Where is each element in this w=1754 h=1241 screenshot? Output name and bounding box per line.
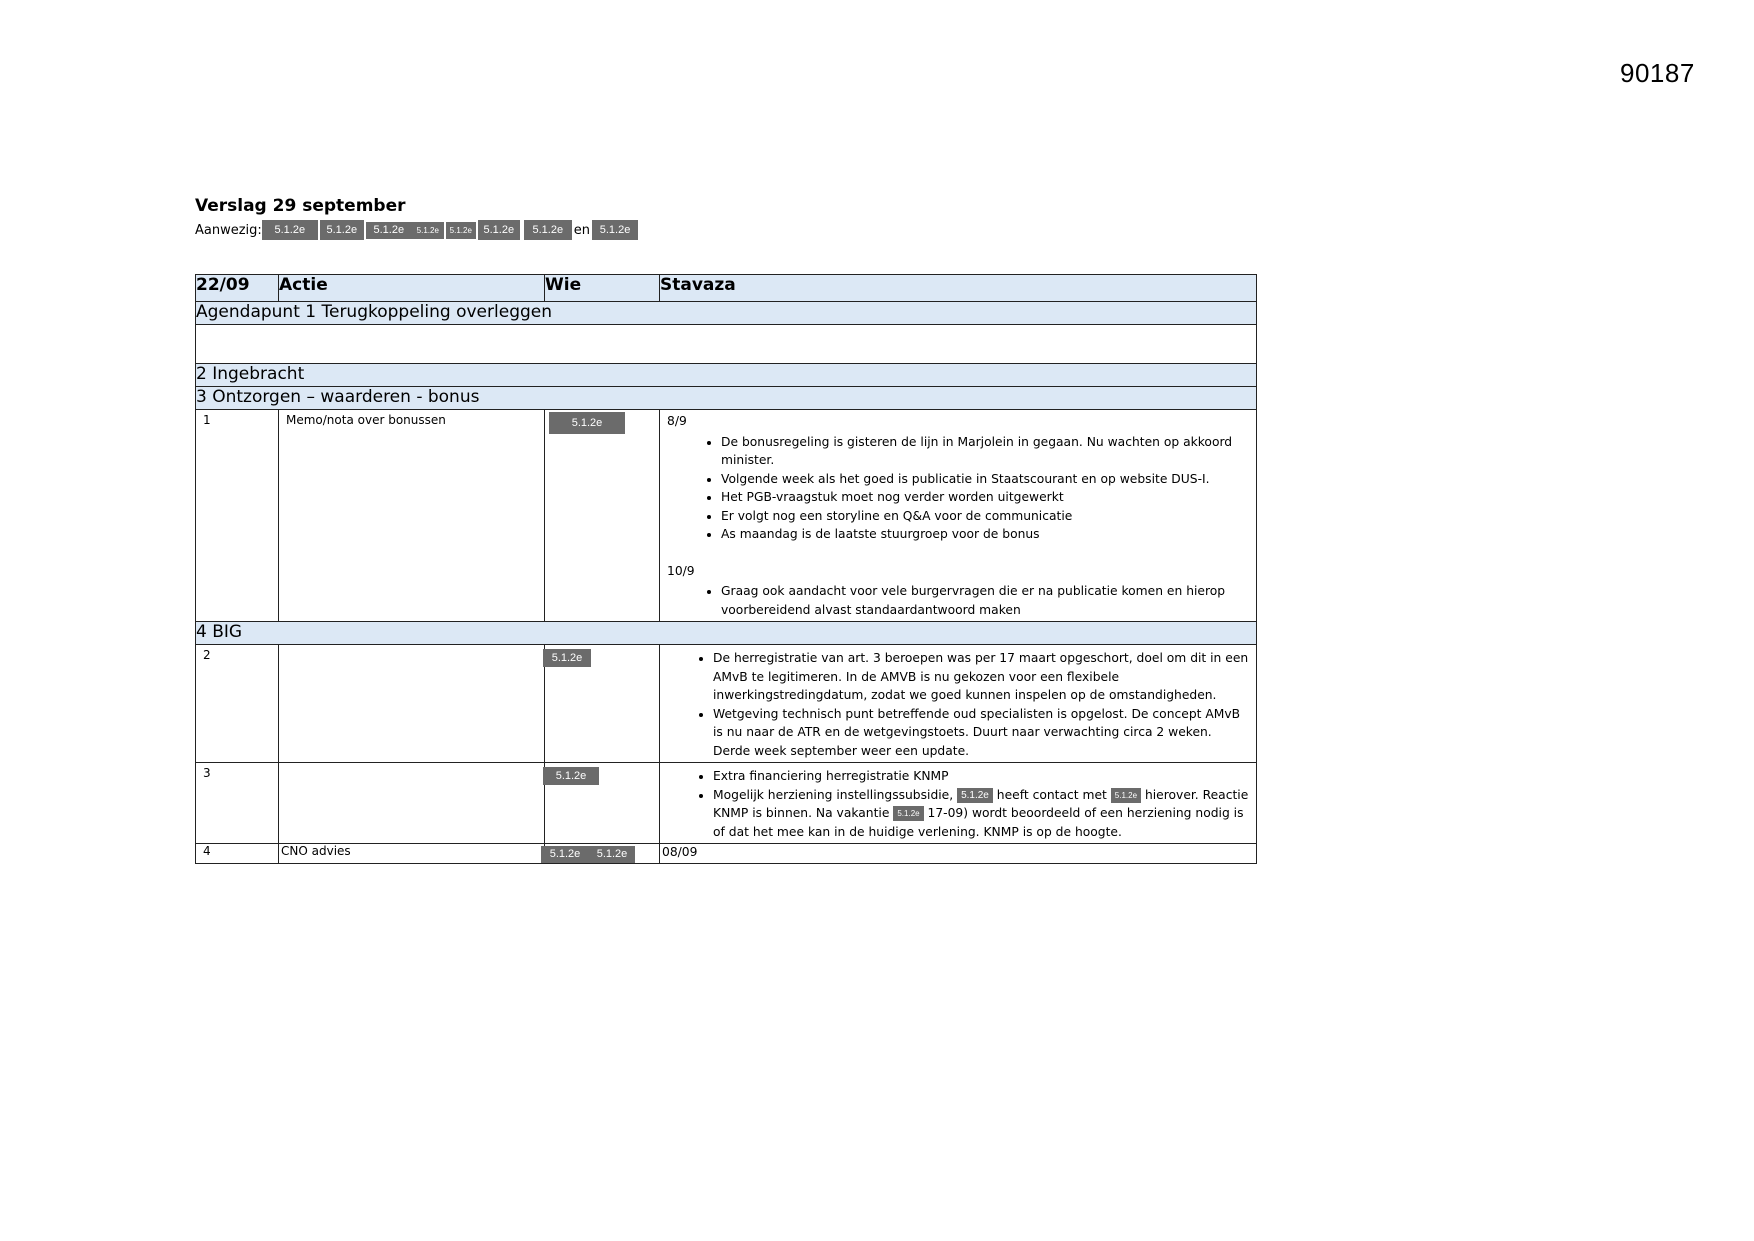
redaction-block: 5.1.2e: [957, 788, 993, 803]
attendees-label: Aanwezig:: [195, 222, 262, 238]
header-action: Actie: [279, 275, 545, 302]
row-action: [279, 763, 545, 844]
attendees-line: [195, 220, 638, 240]
row-who: [545, 844, 660, 864]
action-table: [195, 274, 1257, 864]
row-status: [660, 763, 1257, 844]
redaction-block: 5.1.2e: [478, 220, 520, 240]
status-text: Mogelijk herziening instellingssubsidie,: [713, 787, 954, 802]
status-text: 17-09) wordt beoordeeld of een herziening nodig is of dat het mee kan in de huidige verlening. KNMP is op de hoogte.: [713, 806, 1244, 839]
redaction-block: 5.1.2e: [1111, 788, 1141, 803]
table-row: [196, 844, 1257, 864]
table-row: [196, 645, 1257, 763]
redaction-block: 5.1.2e: [524, 220, 572, 240]
redaction-block: 5.1.2e: [592, 220, 638, 240]
redaction-block: 5.1.2e: [262, 220, 318, 240]
header-status: Stavaza: [660, 275, 1257, 302]
document-number: 90187: [1620, 58, 1695, 88]
redaction-block: 5.1.2e: [541, 846, 589, 863]
section-row: [196, 364, 1257, 387]
status-list: [667, 767, 1249, 841]
redaction-block: 5.1.2e: [412, 222, 444, 239]
list-item: • Het PGB-vraagstuk moet nog verder worden uitgewerkt: [721, 488, 1249, 507]
row-who: [545, 410, 660, 622]
status-list: [667, 582, 1249, 619]
table-row: [196, 410, 1257, 622]
header-who: Wie: [545, 275, 660, 302]
row-number: 3: [196, 763, 279, 844]
row-action: CNO advies: [279, 844, 545, 864]
empty-cell: [196, 325, 1257, 364]
header-date: 22/09: [196, 275, 279, 302]
report-title: Verslag 29 september: [195, 196, 406, 216]
section-title: 2 Ingebracht: [196, 364, 1257, 387]
redaction-block: 5.1.2e: [320, 220, 364, 240]
redaction-block: 5.1.2e: [893, 806, 923, 821]
attendees-conjunction: en: [573, 222, 591, 238]
row-number: 2: [196, 645, 279, 763]
status-list: [667, 433, 1249, 544]
row-action: Memo/nota over bonussen: [279, 410, 545, 622]
list-item: • As maandag is de laatste stuurgroep voor de bonus: [721, 525, 1249, 544]
status-text: hierover. Reactie KNMP is binnen. Na vakantie: [713, 787, 1249, 820]
list-item: • Volgende week als het goed is publicatie in Staatscourant en op website DUS-I.: [721, 470, 1249, 489]
section-row: [196, 387, 1257, 410]
row-status: [660, 645, 1257, 763]
row-number: 1: [196, 410, 279, 622]
status-date: 10/9: [667, 563, 695, 578]
status-list: [667, 649, 1249, 760]
redaction-block: 5.1.2e: [366, 222, 412, 239]
section-title: 4 BIG: [196, 622, 1257, 645]
list-item: • Graag ook aandacht voor vele burgervragen die er na publicatie komen en hierop voorbereidend alvast standaardantwoord maken: [721, 582, 1249, 619]
section-row: [196, 302, 1257, 325]
table-header-row: [196, 275, 1257, 302]
row-who: [545, 763, 660, 844]
table-row: [196, 763, 1257, 844]
section-title: 3 Ontzorgen – waarderen - bonus: [196, 387, 1257, 410]
redaction-block: 5.1.2e: [543, 649, 591, 667]
status-date: 8/9: [667, 414, 687, 428]
row-number: 4: [196, 844, 279, 864]
redaction-block: 5.1.2e: [589, 846, 635, 863]
redaction-block: 5.1.2e: [549, 412, 625, 434]
row-status: [660, 410, 1257, 622]
row-action: [279, 645, 545, 763]
status-text: heeft contact met: [996, 787, 1107, 802]
list-item: • Wetgeving technisch punt betreffende oud specialisten is opgelost. De concept AMvB is nu naar de ATR en de wetgevingstoets. Duurt naar verwachting circa 2 weken. Derde week september weer een update.: [713, 705, 1249, 761]
list-item: • De herregistratie van art. 3 beroepen was per 17 maart opgeschort, doel om dit in een AMvB te legitimeren. In de AMVB is nu gekozen voor een flexibele inwerkingstredingdatum, zodat we goed kunnen inspelen op de omstandigheden.: [713, 649, 1249, 705]
section-row: [196, 622, 1257, 645]
list-item: • Er volgt nog een storyline en Q&A voor de communicatie: [721, 507, 1249, 526]
section-title: Agendapunt 1 Terugkoppeling overleggen: [196, 302, 1257, 325]
list-item: • De bonusregeling is gisteren de lijn in Marjolein in gegaan. Nu wachten op akkoord minister.: [721, 433, 1249, 470]
row-status: 08/09: [660, 844, 1257, 864]
redaction-block: 5.1.2e: [543, 767, 599, 785]
redaction-block: 5.1.2e: [446, 222, 476, 239]
list-item: [713, 786, 1249, 842]
list-item: • Extra financiering herregistratie KNMP: [713, 767, 1249, 786]
empty-row: [196, 325, 1257, 364]
row-who: [545, 645, 660, 763]
